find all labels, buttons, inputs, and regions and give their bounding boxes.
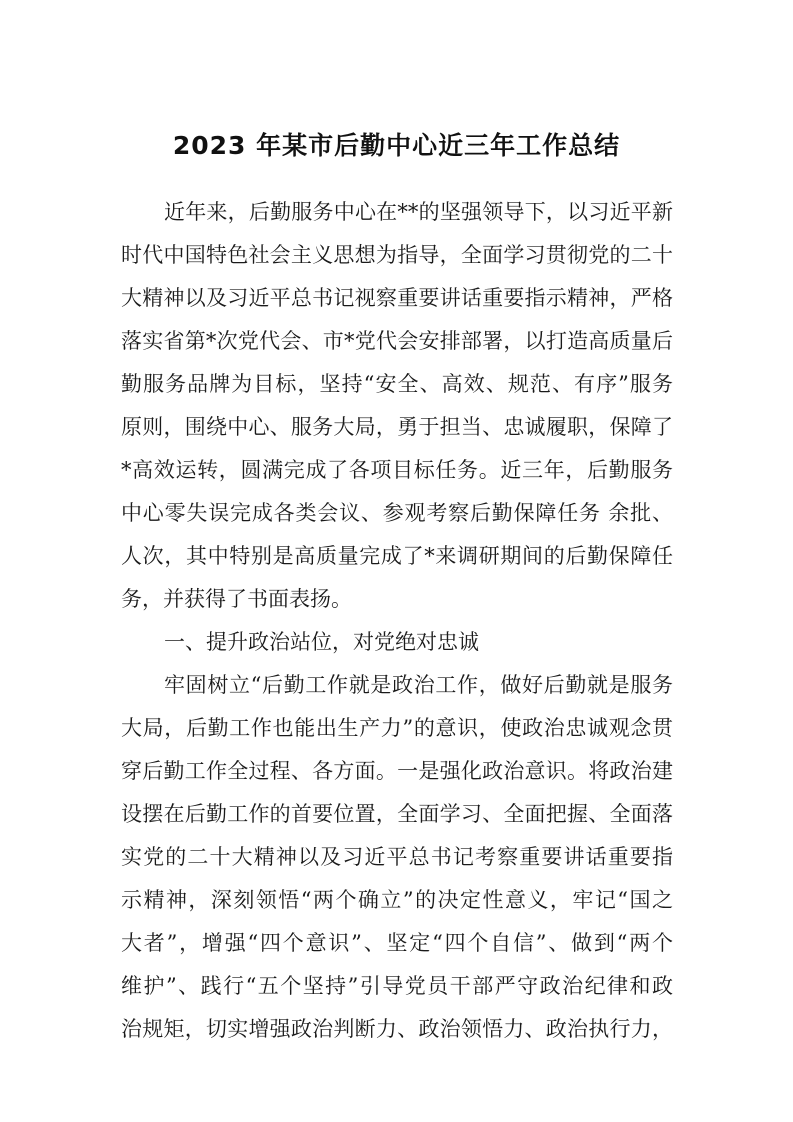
text-line: 时代中国特色社会主义思想为指导，全面学习贯彻党的二十 — [121, 243, 673, 267]
text-line: 落实省第*次党代会、市*党代会安排部署，以打造高质量后 — [121, 329, 673, 353]
document-title: 2023 年某市后勤中心近三年工作总结 — [172, 131, 621, 160]
section-heading: 一、提升政治站位，对党绝对忠诚 — [164, 630, 479, 654]
text-line: 大精神以及习近平总书记视察重要讲话重要指示精神，严格 — [121, 286, 673, 310]
text-line: 原则，围绕中心、服务大局，勇于担当、忠诚履职，保障了 — [121, 415, 673, 439]
text-line: 勤服务品牌为目标，坚持“安全、高效、规范、有序”服务 — [121, 372, 673, 396]
text-line: 实党的二十大精神以及习近平总书记考察重要讲话重要指 — [121, 845, 673, 869]
text-line: 牢固树立“后勤工作就是政治工作，做好后勤就是服务 — [164, 673, 673, 697]
text-line: 大局，后勤工作也能出生产力”的意识，使政治忠诚观念贯 — [121, 716, 673, 740]
text-line: 大者”，增强“四个意识”、坚定“四个自信”、做到“两个 — [121, 931, 673, 955]
text-line: 示精神，深刻领悟“两个确立”的决定性意义，牢记“国之 — [121, 888, 673, 912]
text-line: 中心零失误完成各类会议、参观考察后勤保障任务 余批、 — [121, 501, 673, 525]
text-line: 设摆在后勤工作的首要位置，全面学习、全面把握、全面落 — [121, 802, 673, 826]
text-line: 近年来，后勤服务中心在**的坚强领导下，以习近平新 — [164, 200, 673, 224]
text-line: *高效运转，圆满完成了各项目标任务。近三年，后勤服务 — [121, 458, 673, 482]
text-line: 维护”、践行“五个坚持”引导党员干部严守政治纪律和政 — [121, 974, 673, 998]
text-line: 人次，其中特别是高质量完成了*来调研期间的后勤保障任 — [121, 544, 673, 568]
text-line: 务，并获得了书面表扬。 — [121, 587, 352, 611]
text-line: 治规矩，切实增强政治判断力、政治领悟力、政治执行力， — [121, 1017, 673, 1041]
text-line: 穿后勤工作全过程、各方面。一是强化政治意识。将政治建 — [121, 759, 673, 783]
